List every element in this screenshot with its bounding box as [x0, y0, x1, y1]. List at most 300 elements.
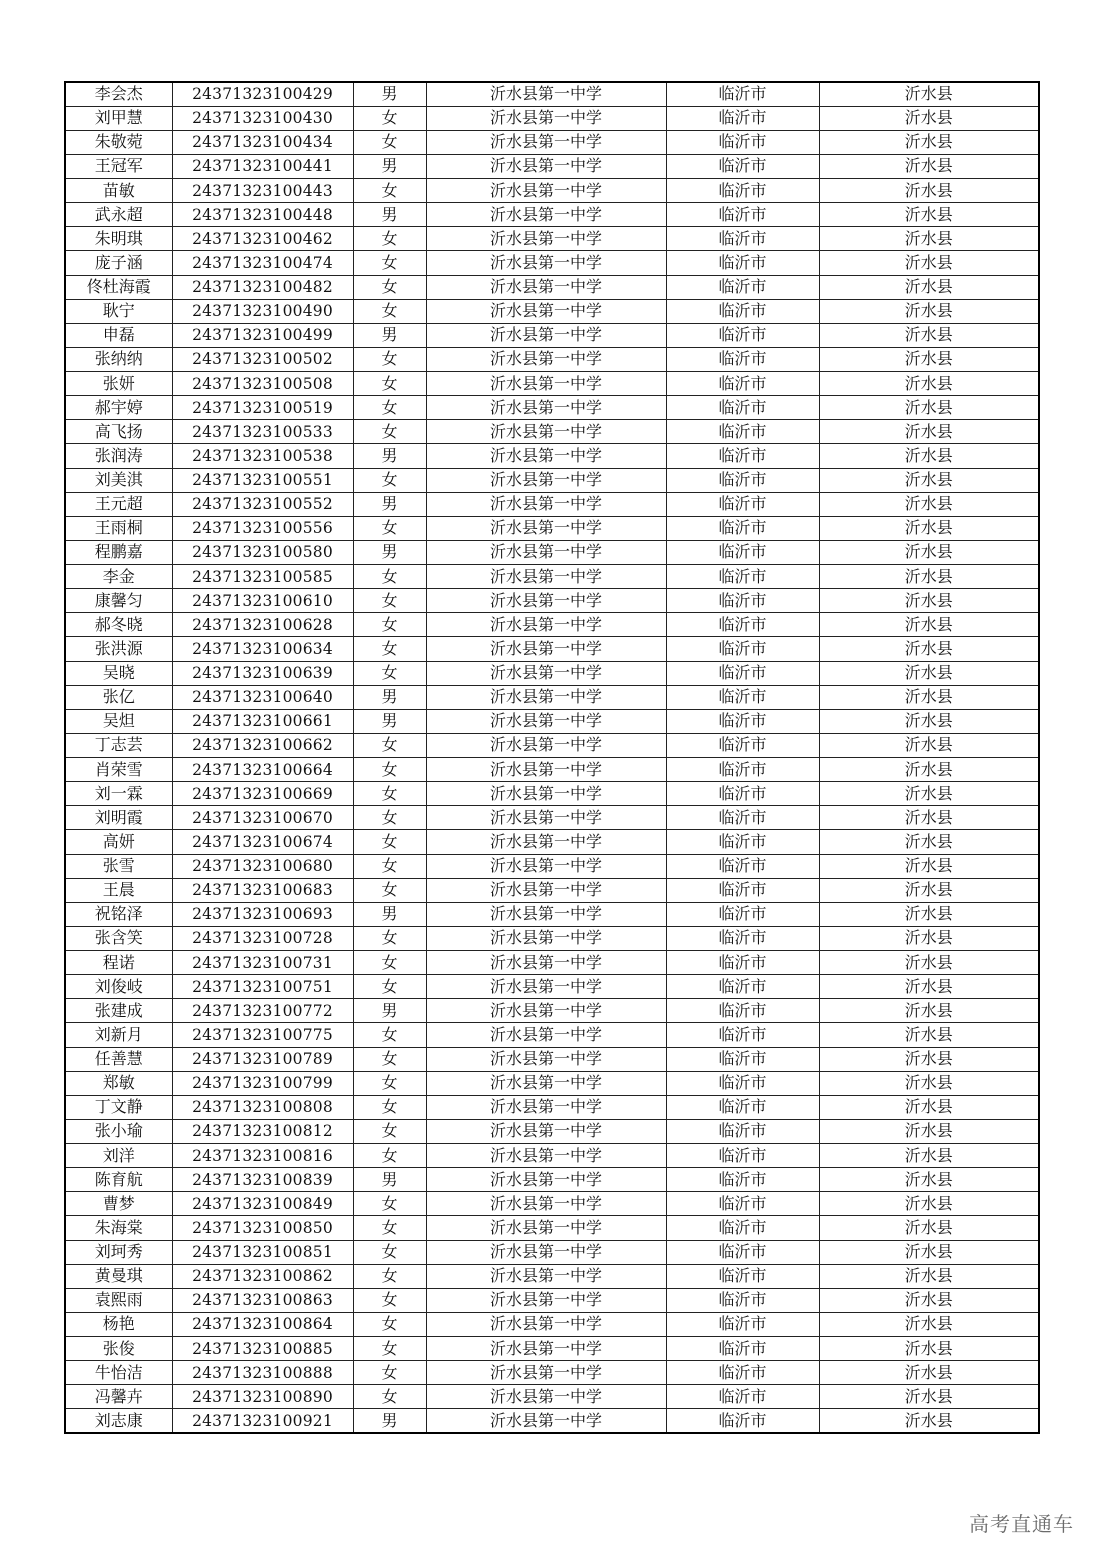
exam-number-cell: 24371323100799: [172, 1071, 353, 1095]
county-cell: 沂水县: [819, 1168, 1039, 1192]
school-cell: 沂水县第一中学: [426, 1361, 666, 1385]
school-cell: 沂水县第一中学: [426, 1095, 666, 1119]
exam-number-cell: 24371323100519: [172, 396, 353, 420]
city-cell: 临沂市: [666, 1144, 819, 1168]
city-cell: 临沂市: [666, 1192, 819, 1216]
gender-cell: 男: [353, 709, 426, 733]
county-cell: 沂水县: [819, 1312, 1039, 1336]
county-cell: 沂水县: [819, 1095, 1039, 1119]
city-cell: 临沂市: [666, 926, 819, 950]
table-row: [65, 1264, 1039, 1288]
exam-number-cell: 24371323100502: [172, 347, 353, 371]
exam-number-cell: 24371323100693: [172, 902, 353, 926]
name-cell: 郑敏: [65, 1071, 172, 1095]
county-cell: 沂水县: [819, 492, 1039, 516]
name-cell: 张雪: [65, 854, 172, 878]
school-cell: 沂水县第一中学: [426, 372, 666, 396]
school-cell: 沂水县第一中学: [426, 1385, 666, 1409]
school-cell: 沂水县第一中学: [426, 492, 666, 516]
county-cell: 沂水县: [819, 1216, 1039, 1240]
school-cell: 沂水县第一中学: [426, 468, 666, 492]
name-cell: 武永超: [65, 203, 172, 227]
name-cell: 王晨: [65, 878, 172, 902]
exam-number-cell: 24371323100585: [172, 565, 353, 589]
table-row: [65, 372, 1039, 396]
school-cell: 沂水县第一中学: [426, 106, 666, 130]
county-cell: 沂水县: [819, 902, 1039, 926]
county-cell: 沂水县: [819, 1288, 1039, 1312]
gender-cell: 女: [353, 782, 426, 806]
name-cell: 任善慧: [65, 1047, 172, 1071]
exam-number-cell: 24371323100885: [172, 1337, 353, 1361]
name-cell: 佟杜海霞: [65, 275, 172, 299]
county-cell: 沂水县: [819, 299, 1039, 323]
school-cell: 沂水县第一中学: [426, 420, 666, 444]
county-cell: 沂水县: [819, 347, 1039, 371]
exam-number-cell: 24371323100434: [172, 130, 353, 154]
exam-number-cell: 24371323100849: [172, 1192, 353, 1216]
county-cell: 沂水县: [819, 227, 1039, 251]
city-cell: 临沂市: [666, 179, 819, 203]
gender-cell: 女: [353, 468, 426, 492]
school-cell: 沂水县第一中学: [426, 999, 666, 1023]
gender-cell: 女: [353, 372, 426, 396]
name-cell: 朱海棠: [65, 1216, 172, 1240]
table-row: [65, 782, 1039, 806]
school-cell: 沂水县第一中学: [426, 275, 666, 299]
gender-cell: 女: [353, 1385, 426, 1409]
city-cell: 临沂市: [666, 854, 819, 878]
school-cell: 沂水县第一中学: [426, 830, 666, 854]
exam-number-cell: 24371323100551: [172, 468, 353, 492]
gender-cell: 女: [353, 565, 426, 589]
county-cell: 沂水县: [819, 106, 1039, 130]
county-cell: 沂水县: [819, 709, 1039, 733]
gender-cell: 女: [353, 516, 426, 540]
school-cell: 沂水县第一中学: [426, 1240, 666, 1264]
name-cell: 刘珂秀: [65, 1240, 172, 1264]
county-cell: 沂水县: [819, 154, 1039, 178]
city-cell: 临沂市: [666, 758, 819, 782]
county-cell: 沂水县: [819, 540, 1039, 564]
county-cell: 沂水县: [819, 372, 1039, 396]
exam-number-cell: 24371323100640: [172, 685, 353, 709]
name-cell: 刘志康: [65, 1409, 172, 1433]
school-cell: 沂水县第一中学: [426, 1312, 666, 1336]
school-cell: 沂水县第一中学: [426, 975, 666, 999]
gender-cell: 女: [353, 179, 426, 203]
gender-cell: 女: [353, 1071, 426, 1095]
school-cell: 沂水县第一中学: [426, 227, 666, 251]
name-cell: 杨艳: [65, 1312, 172, 1336]
exam-number-cell: 24371323100490: [172, 299, 353, 323]
gender-cell: 女: [353, 926, 426, 950]
school-cell: 沂水县第一中学: [426, 347, 666, 371]
county-cell: 沂水县: [819, 999, 1039, 1023]
city-cell: 临沂市: [666, 1071, 819, 1095]
table-row: [65, 878, 1039, 902]
table-row: [65, 1288, 1039, 1312]
table-row: [65, 540, 1039, 564]
school-cell: 沂水县第一中学: [426, 733, 666, 757]
school-cell: 沂水县第一中学: [426, 154, 666, 178]
table-row: [65, 396, 1039, 420]
name-cell: 张小瑜: [65, 1119, 172, 1143]
county-cell: 沂水县: [819, 589, 1039, 613]
name-cell: 张亿: [65, 685, 172, 709]
county-cell: 沂水县: [819, 758, 1039, 782]
city-cell: 临沂市: [666, 806, 819, 830]
county-cell: 沂水县: [819, 179, 1039, 203]
county-cell: 沂水县: [819, 637, 1039, 661]
city-cell: 临沂市: [666, 227, 819, 251]
name-cell: 张建成: [65, 999, 172, 1023]
school-cell: 沂水县第一中学: [426, 854, 666, 878]
city-cell: 临沂市: [666, 951, 819, 975]
school-cell: 沂水县第一中学: [426, 396, 666, 420]
name-cell: 刘美淇: [65, 468, 172, 492]
county-cell: 沂水县: [819, 323, 1039, 347]
name-cell: 朱敬菀: [65, 130, 172, 154]
city-cell: 临沂市: [666, 444, 819, 468]
gender-cell: 女: [353, 1119, 426, 1143]
exam-number-cell: 24371323100639: [172, 661, 353, 685]
gender-cell: 女: [353, 733, 426, 757]
name-cell: 高妍: [65, 830, 172, 854]
gender-cell: 女: [353, 1240, 426, 1264]
name-cell: 曹梦: [65, 1192, 172, 1216]
table-row: [65, 854, 1039, 878]
name-cell: 李会杰: [65, 82, 172, 106]
county-cell: 沂水县: [819, 1192, 1039, 1216]
school-cell: 沂水县第一中学: [426, 1071, 666, 1095]
table-row: [65, 1312, 1039, 1336]
table-row: [65, 661, 1039, 685]
table-row: [65, 516, 1039, 540]
school-cell: 沂水县第一中学: [426, 565, 666, 589]
exam-number-cell: 24371323100499: [172, 323, 353, 347]
exam-number-cell: 24371323100812: [172, 1119, 353, 1143]
exam-number-cell: 24371323100474: [172, 251, 353, 275]
county-cell: 沂水县: [819, 82, 1039, 106]
city-cell: 临沂市: [666, 733, 819, 757]
county-cell: 沂水县: [819, 613, 1039, 637]
gender-cell: 女: [353, 637, 426, 661]
name-cell: 吴晓: [65, 661, 172, 685]
city-cell: 临沂市: [666, 82, 819, 106]
table-row: [65, 589, 1039, 613]
table-row: [65, 492, 1039, 516]
school-cell: 沂水县第一中学: [426, 444, 666, 468]
name-cell: 苗敏: [65, 179, 172, 203]
city-cell: 临沂市: [666, 565, 819, 589]
city-cell: 临沂市: [666, 1168, 819, 1192]
name-cell: 祝铭泽: [65, 902, 172, 926]
name-cell: 袁熙雨: [65, 1288, 172, 1312]
city-cell: 临沂市: [666, 878, 819, 902]
name-cell: 高飞扬: [65, 420, 172, 444]
county-cell: 沂水县: [819, 782, 1039, 806]
name-cell: 黄曼琪: [65, 1264, 172, 1288]
school-cell: 沂水县第一中学: [426, 1216, 666, 1240]
exam-number-cell: 24371323100634: [172, 637, 353, 661]
table-row: [65, 999, 1039, 1023]
table-row: [65, 902, 1039, 926]
county-cell: 沂水县: [819, 1409, 1039, 1433]
gender-cell: 女: [353, 1095, 426, 1119]
name-cell: 张洪源: [65, 637, 172, 661]
table-row: [65, 1361, 1039, 1385]
school-cell: 沂水县第一中学: [426, 709, 666, 733]
table-row: [65, 1337, 1039, 1361]
exam-number-cell: 24371323100533: [172, 420, 353, 444]
school-cell: 沂水县第一中学: [426, 613, 666, 637]
table-row: [65, 251, 1039, 275]
exam-number-cell: 24371323100851: [172, 1240, 353, 1264]
county-cell: 沂水县: [819, 1047, 1039, 1071]
name-cell: 冯馨卉: [65, 1385, 172, 1409]
school-cell: 沂水县第一中学: [426, 179, 666, 203]
gender-cell: 男: [353, 323, 426, 347]
school-cell: 沂水县第一中学: [426, 1168, 666, 1192]
name-cell: 刘明霞: [65, 806, 172, 830]
name-cell: 刘甲慧: [65, 106, 172, 130]
table-row: [65, 926, 1039, 950]
city-cell: 临沂市: [666, 613, 819, 637]
school-cell: 沂水县第一中学: [426, 637, 666, 661]
county-cell: 沂水县: [819, 661, 1039, 685]
county-cell: 沂水县: [819, 1385, 1039, 1409]
county-cell: 沂水县: [819, 1264, 1039, 1288]
name-cell: 程鹏嘉: [65, 540, 172, 564]
gender-cell: 女: [353, 251, 426, 275]
school-cell: 沂水县第一中学: [426, 951, 666, 975]
name-cell: 刘一霖: [65, 782, 172, 806]
exam-number-cell: 24371323100890: [172, 1385, 353, 1409]
gender-cell: 女: [353, 613, 426, 637]
table-row: [65, 1095, 1039, 1119]
exam-number-cell: 24371323100775: [172, 1023, 353, 1047]
table-row: [65, 468, 1039, 492]
name-cell: 王元超: [65, 492, 172, 516]
school-cell: 沂水县第一中学: [426, 299, 666, 323]
city-cell: 临沂市: [666, 1409, 819, 1433]
name-cell: 张纳纳: [65, 347, 172, 371]
table-row: [65, 1216, 1039, 1240]
table-row: [65, 1119, 1039, 1143]
school-cell: 沂水县第一中学: [426, 516, 666, 540]
county-cell: 沂水县: [819, 420, 1039, 444]
gender-cell: 女: [353, 1264, 426, 1288]
county-cell: 沂水县: [819, 130, 1039, 154]
table-row: [65, 1192, 1039, 1216]
table-row: [65, 951, 1039, 975]
name-cell: 王冠军: [65, 154, 172, 178]
table-row: [65, 733, 1039, 757]
county-cell: 沂水县: [819, 468, 1039, 492]
gender-cell: 女: [353, 1023, 426, 1047]
city-cell: 临沂市: [666, 1264, 819, 1288]
exam-number-cell: 24371323100552: [172, 492, 353, 516]
exam-number-cell: 24371323100839: [172, 1168, 353, 1192]
name-cell: 丁文静: [65, 1095, 172, 1119]
school-cell: 沂水县第一中学: [426, 685, 666, 709]
city-cell: 临沂市: [666, 1047, 819, 1071]
name-cell: 张润涛: [65, 444, 172, 468]
exam-number-cell: 24371323100429: [172, 82, 353, 106]
roster-body: [65, 82, 1039, 1433]
table-row: [65, 106, 1039, 130]
exam-number-cell: 24371323100443: [172, 179, 353, 203]
school-cell: 沂水县第一中学: [426, 589, 666, 613]
county-cell: 沂水县: [819, 1240, 1039, 1264]
name-cell: 张妍: [65, 372, 172, 396]
gender-cell: 男: [353, 203, 426, 227]
table-row: [65, 420, 1039, 444]
gender-cell: 女: [353, 1047, 426, 1071]
name-cell: 刘新月: [65, 1023, 172, 1047]
school-cell: 沂水县第一中学: [426, 251, 666, 275]
county-cell: 沂水县: [819, 203, 1039, 227]
county-cell: 沂水县: [819, 444, 1039, 468]
city-cell: 临沂市: [666, 1337, 819, 1361]
table-row: [65, 1168, 1039, 1192]
table-row: [65, 227, 1039, 251]
exam-number-cell: 24371323100669: [172, 782, 353, 806]
gender-cell: 女: [353, 758, 426, 782]
school-cell: 沂水县第一中学: [426, 806, 666, 830]
county-cell: 沂水县: [819, 1119, 1039, 1143]
school-cell: 沂水县第一中学: [426, 1288, 666, 1312]
gender-cell: 女: [353, 878, 426, 902]
city-cell: 临沂市: [666, 347, 819, 371]
county-cell: 沂水县: [819, 396, 1039, 420]
name-cell: 丁志芸: [65, 733, 172, 757]
county-cell: 沂水县: [819, 685, 1039, 709]
county-cell: 沂水县: [819, 275, 1039, 299]
name-cell: 牛怡洁: [65, 1361, 172, 1385]
school-cell: 沂水县第一中学: [426, 878, 666, 902]
city-cell: 临沂市: [666, 1288, 819, 1312]
gender-cell: 女: [353, 1312, 426, 1336]
table-row: [65, 347, 1039, 371]
gender-cell: 女: [353, 106, 426, 130]
school-cell: 沂水县第一中学: [426, 323, 666, 347]
table-row: [65, 685, 1039, 709]
school-cell: 沂水县第一中学: [426, 1023, 666, 1047]
city-cell: 临沂市: [666, 275, 819, 299]
exam-number-cell: 24371323100731: [172, 951, 353, 975]
county-cell: 沂水县: [819, 1337, 1039, 1361]
city-cell: 临沂市: [666, 1119, 819, 1143]
name-cell: 吴炟: [65, 709, 172, 733]
gender-cell: 男: [353, 82, 426, 106]
table-row: [65, 1385, 1039, 1409]
city-cell: 临沂市: [666, 999, 819, 1023]
exam-number-cell: 24371323100772: [172, 999, 353, 1023]
name-cell: 张俊: [65, 1337, 172, 1361]
table-row: [65, 613, 1039, 637]
gender-cell: 女: [353, 275, 426, 299]
exam-number-cell: 24371323100863: [172, 1288, 353, 1312]
name-cell: 刘俊岐: [65, 975, 172, 999]
exam-number-cell: 24371323100508: [172, 372, 353, 396]
school-cell: 沂水县第一中学: [426, 203, 666, 227]
county-cell: 沂水县: [819, 565, 1039, 589]
county-cell: 沂水县: [819, 878, 1039, 902]
gender-cell: 女: [353, 347, 426, 371]
table-row: [65, 179, 1039, 203]
table-row: [65, 323, 1039, 347]
county-cell: 沂水县: [819, 854, 1039, 878]
school-cell: 沂水县第一中学: [426, 1047, 666, 1071]
exam-number-cell: 24371323100864: [172, 1312, 353, 1336]
table-row: [65, 275, 1039, 299]
city-cell: 临沂市: [666, 516, 819, 540]
exam-number-cell: 24371323100862: [172, 1264, 353, 1288]
city-cell: 临沂市: [666, 420, 819, 444]
county-cell: 沂水县: [819, 516, 1039, 540]
table-row: [65, 1071, 1039, 1095]
city-cell: 临沂市: [666, 1023, 819, 1047]
exam-number-cell: 24371323100610: [172, 589, 353, 613]
gender-cell: 女: [353, 1337, 426, 1361]
gender-cell: 女: [353, 1216, 426, 1240]
city-cell: 临沂市: [666, 589, 819, 613]
city-cell: 临沂市: [666, 323, 819, 347]
county-cell: 沂水县: [819, 1071, 1039, 1095]
county-cell: 沂水县: [819, 951, 1039, 975]
city-cell: 临沂市: [666, 975, 819, 999]
exam-number-cell: 24371323100674: [172, 830, 353, 854]
exam-number-cell: 24371323100628: [172, 613, 353, 637]
exam-number-cell: 24371323100808: [172, 1095, 353, 1119]
exam-number-cell: 24371323100430: [172, 106, 353, 130]
gender-cell: 女: [353, 420, 426, 444]
school-cell: 沂水县第一中学: [426, 1192, 666, 1216]
exam-number-cell: 24371323100448: [172, 203, 353, 227]
exam-number-cell: 24371323100850: [172, 1216, 353, 1240]
gender-cell: 女: [353, 299, 426, 323]
exam-number-cell: 24371323100728: [172, 926, 353, 950]
city-cell: 临沂市: [666, 782, 819, 806]
city-cell: 临沂市: [666, 902, 819, 926]
name-cell: 陈育航: [65, 1168, 172, 1192]
city-cell: 临沂市: [666, 1095, 819, 1119]
name-cell: 申磊: [65, 323, 172, 347]
city-cell: 临沂市: [666, 830, 819, 854]
gender-cell: 男: [353, 444, 426, 468]
school-cell: 沂水县第一中学: [426, 782, 666, 806]
name-cell: 郝冬晓: [65, 613, 172, 637]
city-cell: 临沂市: [666, 661, 819, 685]
exam-number-cell: 24371323100683: [172, 878, 353, 902]
gender-cell: 男: [353, 685, 426, 709]
city-cell: 临沂市: [666, 251, 819, 275]
table-row: [65, 758, 1039, 782]
county-cell: 沂水县: [819, 806, 1039, 830]
county-cell: 沂水县: [819, 733, 1039, 757]
city-cell: 临沂市: [666, 299, 819, 323]
city-cell: 临沂市: [666, 1216, 819, 1240]
name-cell: 郝宇婷: [65, 396, 172, 420]
gender-cell: 男: [353, 902, 426, 926]
exam-number-cell: 24371323100556: [172, 516, 353, 540]
name-cell: 庞子涵: [65, 251, 172, 275]
exam-number-cell: 24371323100816: [172, 1144, 353, 1168]
gender-cell: 男: [353, 999, 426, 1023]
gender-cell: 女: [353, 1361, 426, 1385]
